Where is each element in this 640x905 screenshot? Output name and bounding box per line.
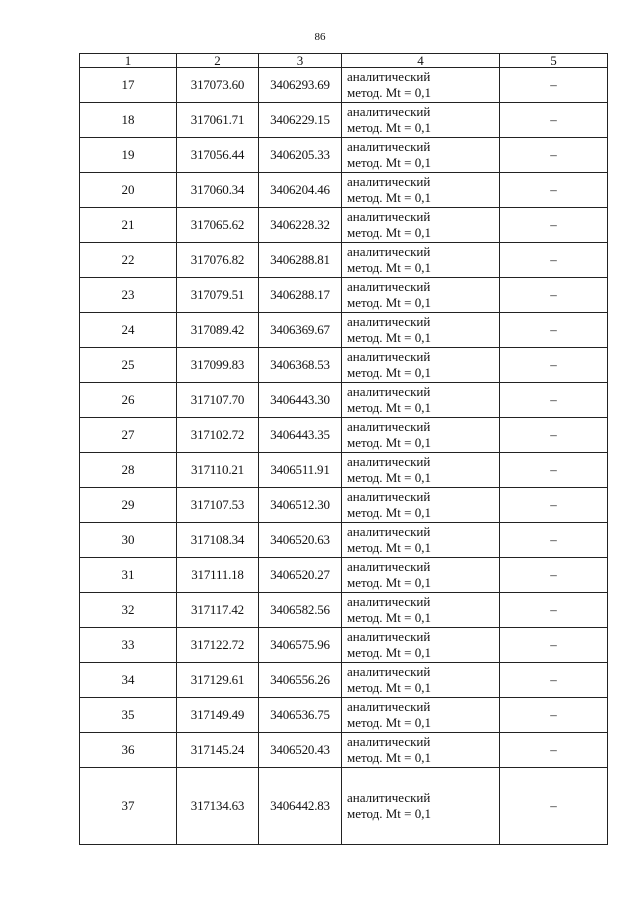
note-cell: – [500, 523, 608, 558]
y-coordinate-cell: 3406536.75 [259, 698, 342, 733]
point-number-cell: 19 [80, 138, 177, 173]
note-cell: – [500, 348, 608, 383]
method-line: аналитический [347, 559, 431, 574]
method-line: аналитический [347, 734, 431, 749]
note-cell: – [500, 103, 608, 138]
method-cell [342, 768, 500, 845]
method-line: метод. Mt = 0,1 [347, 750, 431, 765]
method-line: аналитический [347, 384, 431, 399]
point-number-cell: 32 [80, 593, 177, 628]
method-cell [342, 453, 500, 488]
point-number-cell: 26 [80, 383, 177, 418]
table-row [80, 278, 608, 313]
y-coordinate-cell: 3406556.26 [259, 663, 342, 698]
method-cell [342, 733, 500, 768]
method-line: аналитический [347, 349, 431, 364]
point-number-cell: 30 [80, 523, 177, 558]
method-cell [342, 558, 500, 593]
column-header: 2 [177, 54, 259, 68]
method-cell [342, 593, 500, 628]
method-line: аналитический [347, 699, 431, 714]
method-line: аналитический [347, 790, 431, 805]
y-coordinate-cell: 3406288.17 [259, 278, 342, 313]
method-line: аналитический [347, 524, 431, 539]
x-coordinate-cell: 317134.63 [177, 768, 259, 845]
note-cell: – [500, 593, 608, 628]
note-cell: – [500, 698, 608, 733]
y-coordinate-cell: 3406288.81 [259, 243, 342, 278]
point-number-cell: 35 [80, 698, 177, 733]
x-coordinate-cell: 317061.71 [177, 103, 259, 138]
y-coordinate-cell: 3406575.96 [259, 628, 342, 663]
table-row [80, 558, 608, 593]
table-row [80, 628, 608, 663]
y-coordinate-cell: 3406368.53 [259, 348, 342, 383]
table-row [80, 348, 608, 383]
method-line: аналитический [347, 454, 431, 469]
method-cell [342, 488, 500, 523]
x-coordinate-cell: 317076.82 [177, 243, 259, 278]
method-line: аналитический [347, 139, 431, 154]
x-coordinate-cell: 317111.18 [177, 558, 259, 593]
note-cell: – [500, 173, 608, 208]
table-row [80, 68, 608, 103]
method-line: метод. Mt = 0,1 [347, 610, 431, 625]
note-cell: – [500, 558, 608, 593]
method-line: метод. Mt = 0,1 [347, 330, 431, 345]
point-number-cell: 34 [80, 663, 177, 698]
method-cell [342, 348, 500, 383]
y-coordinate-cell: 3406228.32 [259, 208, 342, 243]
table-row [80, 103, 608, 138]
point-number-cell: 33 [80, 628, 177, 663]
x-coordinate-cell: 317073.60 [177, 68, 259, 103]
y-coordinate-cell: 3406511.91 [259, 453, 342, 488]
note-cell: – [500, 208, 608, 243]
method-cell [342, 628, 500, 663]
y-coordinate-cell: 3406442.83 [259, 768, 342, 845]
y-coordinate-cell: 3406520.27 [259, 558, 342, 593]
method-line: метод. Mt = 0,1 [347, 715, 431, 730]
table-row [80, 453, 608, 488]
x-coordinate-cell: 317079.51 [177, 278, 259, 313]
method-cell [342, 698, 500, 733]
method-cell [342, 418, 500, 453]
method-line: метод. Mt = 0,1 [347, 575, 431, 590]
column-header: 3 [259, 54, 342, 68]
method-line: метод. Mt = 0,1 [347, 365, 431, 380]
y-coordinate-cell: 3406204.46 [259, 173, 342, 208]
note-cell: – [500, 733, 608, 768]
table-row [80, 768, 608, 845]
method-cell [342, 68, 500, 103]
x-coordinate-cell: 317060.34 [177, 173, 259, 208]
method-cell [342, 278, 500, 313]
x-coordinate-cell: 317108.34 [177, 523, 259, 558]
point-number-cell: 18 [80, 103, 177, 138]
method-cell [342, 313, 500, 348]
coordinates-table [79, 53, 608, 845]
y-coordinate-cell: 3406293.69 [259, 68, 342, 103]
method-line: метод. Mt = 0,1 [347, 435, 431, 450]
method-line: аналитический [347, 314, 431, 329]
column-header: 1 [80, 54, 177, 68]
point-number-cell: 28 [80, 453, 177, 488]
method-line: аналитический [347, 69, 431, 84]
point-number-cell: 25 [80, 348, 177, 383]
point-number-cell: 22 [80, 243, 177, 278]
note-cell: – [500, 488, 608, 523]
method-line: метод. Mt = 0,1 [347, 680, 431, 695]
method-line: аналитический [347, 209, 431, 224]
method-cell [342, 243, 500, 278]
y-coordinate-cell: 3406443.35 [259, 418, 342, 453]
method-cell [342, 383, 500, 418]
x-coordinate-cell: 317089.42 [177, 313, 259, 348]
note-cell: – [500, 138, 608, 173]
method-cell [342, 173, 500, 208]
note-cell: – [500, 68, 608, 103]
y-coordinate-cell: 3406582.56 [259, 593, 342, 628]
method-line: метод. Mt = 0,1 [347, 295, 431, 310]
method-line: аналитический [347, 594, 431, 609]
method-cell [342, 523, 500, 558]
method-line: аналитический [347, 174, 431, 189]
method-line: метод. Mt = 0,1 [347, 155, 431, 170]
point-number-cell: 31 [80, 558, 177, 593]
method-line: аналитический [347, 629, 431, 644]
table-header-row [80, 54, 608, 68]
method-line: метод. Mt = 0,1 [347, 505, 431, 520]
method-cell [342, 208, 500, 243]
note-cell: – [500, 418, 608, 453]
x-coordinate-cell: 317099.83 [177, 348, 259, 383]
note-cell: – [500, 383, 608, 418]
point-number-cell: 29 [80, 488, 177, 523]
note-cell: – [500, 768, 608, 845]
method-line: аналитический [347, 664, 431, 679]
method-line: аналитический [347, 419, 431, 434]
x-coordinate-cell: 317107.53 [177, 488, 259, 523]
table-row [80, 173, 608, 208]
x-coordinate-cell: 317122.72 [177, 628, 259, 663]
note-cell: – [500, 313, 608, 348]
method-cell [342, 103, 500, 138]
point-number-cell: 37 [80, 768, 177, 845]
y-coordinate-cell: 3406512.30 [259, 488, 342, 523]
table-row [80, 313, 608, 348]
point-number-cell: 23 [80, 278, 177, 313]
y-coordinate-cell: 3406205.33 [259, 138, 342, 173]
column-header: 4 [342, 54, 500, 68]
x-coordinate-cell: 317129.61 [177, 663, 259, 698]
x-coordinate-cell: 317056.44 [177, 138, 259, 173]
x-coordinate-cell: 317117.42 [177, 593, 259, 628]
point-number-cell: 27 [80, 418, 177, 453]
method-line: метод. Mt = 0,1 [347, 470, 431, 485]
y-coordinate-cell: 3406229.15 [259, 103, 342, 138]
y-coordinate-cell: 3406369.67 [259, 313, 342, 348]
y-coordinate-cell: 3406520.63 [259, 523, 342, 558]
point-number-cell: 24 [80, 313, 177, 348]
method-line: аналитический [347, 104, 431, 119]
table-row [80, 663, 608, 698]
method-line: метод. Mt = 0,1 [347, 645, 431, 660]
y-coordinate-cell: 3406443.30 [259, 383, 342, 418]
table-row [80, 138, 608, 173]
method-line: аналитический [347, 279, 431, 294]
note-cell: – [500, 663, 608, 698]
method-line: аналитический [347, 489, 431, 504]
method-line: метод. Mt = 0,1 [347, 190, 431, 205]
note-cell: – [500, 278, 608, 313]
x-coordinate-cell: 317110.21 [177, 453, 259, 488]
method-line: метод. Mt = 0,1 [347, 120, 431, 135]
table-row [80, 593, 608, 628]
y-coordinate-cell: 3406520.43 [259, 733, 342, 768]
x-coordinate-cell: 317065.62 [177, 208, 259, 243]
x-coordinate-cell: 317107.70 [177, 383, 259, 418]
note-cell: – [500, 628, 608, 663]
point-number-cell: 20 [80, 173, 177, 208]
table-body [80, 68, 608, 845]
table-row [80, 418, 608, 453]
method-line: метод. Mt = 0,1 [347, 806, 431, 821]
note-cell: – [500, 453, 608, 488]
note-cell: – [500, 243, 608, 278]
page-number: 86 [314, 31, 326, 43]
x-coordinate-cell: 317149.49 [177, 698, 259, 733]
table-row [80, 243, 608, 278]
method-cell [342, 138, 500, 173]
x-coordinate-cell: 317102.72 [177, 418, 259, 453]
column-header: 5 [500, 54, 608, 68]
method-line: метод. Mt = 0,1 [347, 260, 431, 275]
method-line: метод. Mt = 0,1 [347, 85, 431, 100]
method-cell [342, 663, 500, 698]
table-row [80, 698, 608, 733]
table-row [80, 523, 608, 558]
method-line: метод. Mt = 0,1 [347, 225, 431, 240]
point-number-cell: 36 [80, 733, 177, 768]
method-line: аналитический [347, 244, 431, 259]
table-row [80, 733, 608, 768]
point-number-cell: 17 [80, 68, 177, 103]
table-row [80, 208, 608, 243]
table-row [80, 383, 608, 418]
method-line: метод. Mt = 0,1 [347, 400, 431, 415]
point-number-cell: 21 [80, 208, 177, 243]
x-coordinate-cell: 317145.24 [177, 733, 259, 768]
method-line: метод. Mt = 0,1 [347, 540, 431, 555]
table-row [80, 488, 608, 523]
